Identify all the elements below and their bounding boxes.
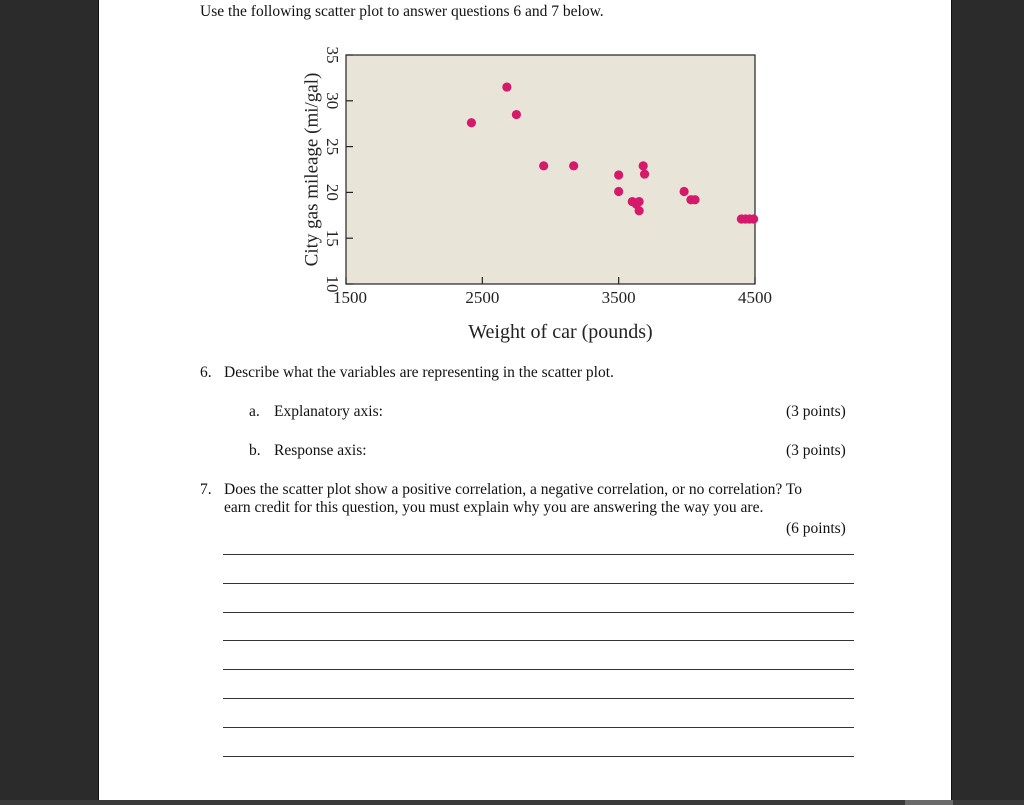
y-axis-label: City gas mileage (mi/gal) <box>301 72 323 267</box>
data-point <box>635 206 644 215</box>
question-7-points: (6 points) <box>786 520 846 537</box>
question-6b-label: b. <box>249 442 261 459</box>
y-tick-label: 10 <box>323 275 343 293</box>
y-tick-label: 20 <box>323 183 343 201</box>
intro-text: Use the following scatter plot to answer questions 6 and 7 below. <box>200 3 604 20</box>
scatter-plot <box>299 40 786 343</box>
data-point <box>512 110 521 119</box>
document-page <box>98 0 952 800</box>
question-7-number: 7. <box>200 481 212 498</box>
data-point <box>680 187 689 196</box>
data-point <box>749 214 758 223</box>
y-tick-label: 25 <box>323 138 343 156</box>
x-tick-label: 3500 <box>601 288 636 307</box>
scatter-plot-svg <box>299 40 786 343</box>
answer-line[interactable] <box>223 583 854 584</box>
horizontal-scrollbar-track[interactable] <box>0 800 1024 805</box>
data-point <box>640 169 649 178</box>
answer-line[interactable] <box>223 640 854 641</box>
question-6a-label: a. <box>249 403 260 420</box>
horizontal-scrollbar-thumb[interactable] <box>905 800 953 805</box>
data-point <box>690 195 699 204</box>
x-tick-label: 2500 <box>465 288 500 307</box>
answer-line[interactable] <box>223 669 854 670</box>
question-6b-points: (3 points) <box>786 442 846 459</box>
data-point <box>639 161 648 170</box>
question-6a-text: Explanatory axis: <box>274 403 383 420</box>
answer-line[interactable] <box>223 554 854 555</box>
data-point <box>614 170 623 179</box>
x-tick-label: 4500 <box>738 288 772 307</box>
question-6-text: Describe what the variables are representing in the scatter plot. <box>224 364 614 381</box>
question-7-line-1: Does the scatter plot show a positive correlation, a negative correlation, or no correlation? To <box>224 481 802 498</box>
data-point <box>569 161 578 170</box>
answer-line[interactable] <box>223 727 854 728</box>
data-point <box>502 82 511 91</box>
plot-area <box>346 55 755 284</box>
x-axis-label: Weight of car (pounds) <box>468 321 653 343</box>
y-tick-label: 15 <box>323 229 343 247</box>
question-7-line-2: earn credit for this question, you must explain why you are answering the way you are. <box>224 499 764 516</box>
question-6-number: 6. <box>200 364 212 381</box>
data-point <box>614 187 623 196</box>
data-point <box>635 197 644 206</box>
y-tick-label: 35 <box>323 46 343 64</box>
question-6a-points: (3 points) <box>786 403 846 420</box>
question-6b-text: Response axis: <box>274 442 367 459</box>
answer-line[interactable] <box>223 698 854 699</box>
x-tick-label: 1500 <box>333 288 367 307</box>
data-point <box>539 161 548 170</box>
answer-line[interactable] <box>223 612 854 613</box>
y-tick-label: 30 <box>323 92 343 110</box>
answer-line[interactable] <box>223 756 854 757</box>
data-point <box>467 118 476 127</box>
